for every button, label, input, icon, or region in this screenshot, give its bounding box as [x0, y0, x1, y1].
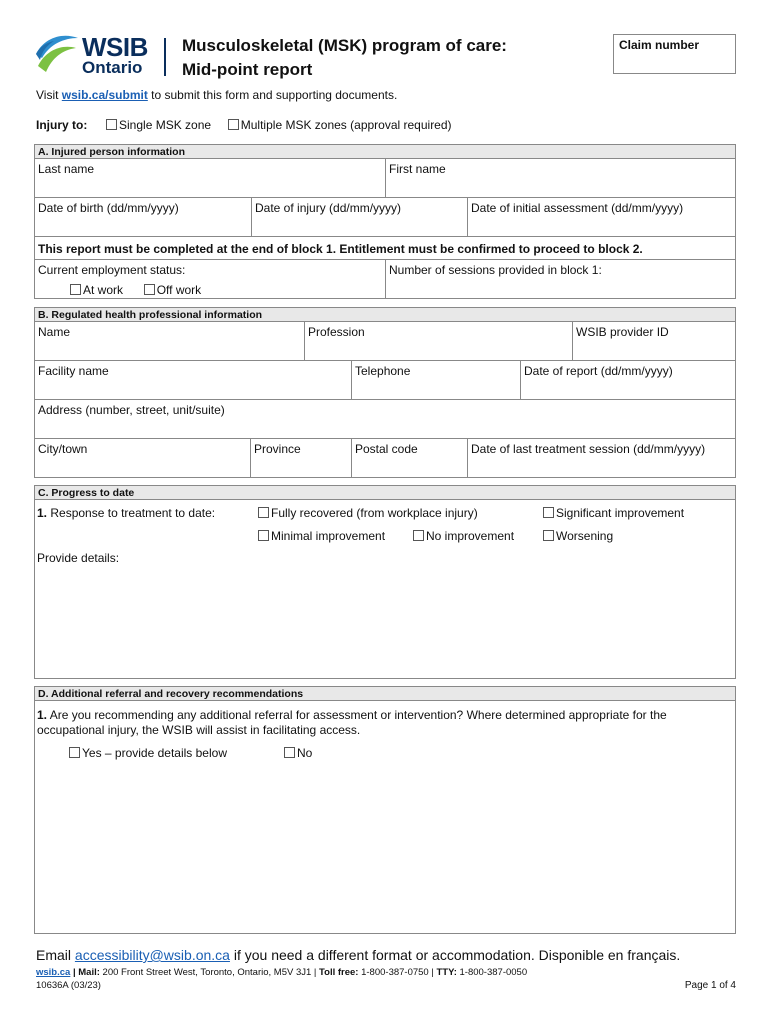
- section-a: [34, 144, 736, 299]
- response-question-text: Response to treatment to date:: [50, 506, 216, 520]
- minimal-improvement-checkbox[interactable]: [258, 530, 269, 541]
- submit-link[interactable]: wsib.ca/submit: [61, 88, 148, 102]
- wsib-site-link[interactable]: wsib.ca: [36, 967, 71, 978]
- question-number: 1.: [37, 506, 48, 520]
- multiple-msk-label: Multiple MSK zones (approval required): [240, 118, 452, 132]
- logo-main-text: WSIB: [82, 32, 148, 62]
- yes-checkbox[interactable]: [69, 747, 80, 758]
- injury-to-label: Injury to:: [36, 118, 88, 132]
- province-label: Province: [254, 442, 301, 456]
- name-label: Name: [38, 325, 71, 339]
- header-divider: [164, 38, 166, 76]
- mail-label: Mail:: [78, 967, 100, 978]
- telephone-field[interactable]: [352, 361, 521, 400]
- fully-recovered-option: [258, 506, 478, 520]
- profession-label: Profession: [308, 325, 365, 339]
- fully-recovered-checkbox[interactable]: [258, 507, 269, 518]
- section-a-heading: A. Injured person information: [35, 145, 735, 159]
- claim-number-field[interactable]: [613, 34, 736, 74]
- facility-name-field[interactable]: [35, 361, 352, 400]
- doi-label: Date of injury (dd/mm/yyyy): [255, 201, 402, 215]
- at-work-label: At work: [83, 283, 124, 297]
- provider-id-field[interactable]: [573, 322, 735, 361]
- referral-question-text: Are you recommending any additional referral for assessment or intervention? Where determined appropriate for the occupational injury, the WSIB will assist in facilitating access.: [37, 708, 667, 737]
- single-msk-label: Single MSK zone: [119, 118, 212, 132]
- section-b: [34, 307, 736, 478]
- at-work-checkbox[interactable]: [70, 284, 81, 295]
- address-label: Address (number, street, unit/suite): [38, 403, 225, 417]
- block-notice-text: This report must be completed at the end of block 1. Entitlement must be confirmed to proceed to block 2.: [38, 242, 643, 256]
- contact-separator: |: [70, 967, 79, 978]
- yes-label: Yes – provide details below: [82, 746, 227, 760]
- referral-question: [37, 708, 727, 738]
- worsening-label: Worsening: [556, 529, 614, 543]
- facility-name-label: Facility name: [38, 364, 109, 378]
- injury-to-row: [36, 118, 452, 132]
- form-id: 10636A (03/23): [36, 980, 101, 991]
- first-name-label: First name: [389, 162, 446, 176]
- last-session-label: Date of last treatment session (dd/mm/yyyy): [471, 442, 706, 456]
- email-prefix: Email: [36, 947, 75, 963]
- title-line-1: Musculoskeletal (MSK) program of care:: [182, 36, 507, 55]
- section-b-heading: B. Regulated health professional information: [35, 308, 735, 322]
- initial-assessment-field[interactable]: [468, 198, 735, 237]
- provide-details-area[interactable]: [37, 551, 733, 671]
- initial-assessment-label: Date of initial assessment (dd/mm/yyyy): [471, 201, 684, 215]
- question-number: 1.: [37, 708, 48, 722]
- telephone-label: Telephone: [355, 364, 411, 378]
- significant-improvement-label: Significant improvement: [556, 506, 685, 520]
- logo-sub-text: Ontario: [82, 58, 143, 77]
- provide-details-label: Provide details:: [37, 551, 120, 565]
- significant-improvement-checkbox[interactable]: [543, 507, 554, 518]
- no-label: No: [297, 746, 313, 760]
- name-field[interactable]: [35, 322, 305, 361]
- no-checkbox[interactable]: [284, 747, 295, 758]
- wsib-swoosh-icon: [34, 32, 80, 74]
- contact-line: [36, 967, 527, 978]
- employment-status-field: [35, 260, 386, 298]
- city-field[interactable]: [35, 439, 251, 477]
- visit-suffix: to submit this form and supporting documents.: [147, 88, 398, 102]
- first-name-field[interactable]: [386, 159, 735, 198]
- worsening-option: [543, 529, 613, 543]
- last-name-label: Last name: [38, 162, 95, 176]
- dob-field[interactable]: [35, 198, 252, 237]
- section-d-heading: D. Additional referral and recovery recommendations: [35, 687, 735, 701]
- significant-option: [543, 506, 684, 520]
- worsening-checkbox[interactable]: [543, 530, 554, 541]
- page-number: Page 1 of 4: [684, 980, 736, 991]
- provider-id-label: WSIB provider ID: [576, 325, 669, 339]
- tty-label: TTY:: [436, 967, 457, 978]
- postal-code-label: Postal code: [355, 442, 418, 456]
- referral-details-area[interactable]: [37, 767, 733, 929]
- visit-prefix: Visit: [36, 88, 62, 102]
- province-field[interactable]: [251, 439, 352, 477]
- claim-number-label: Claim number: [619, 38, 700, 52]
- no-improvement-label: No improvement: [426, 529, 515, 543]
- section-d: [34, 686, 736, 934]
- no-option: [284, 746, 312, 760]
- no-improvement-option: [413, 529, 514, 543]
- single-msk-checkbox[interactable]: [106, 119, 117, 130]
- page-title: [182, 34, 507, 82]
- title-line-2: Mid-point report: [182, 60, 313, 79]
- date-of-report-label: Date of report (dd/mm/yyyy): [524, 364, 673, 378]
- last-name-field[interactable]: [35, 159, 386, 198]
- fully-recovered-label: Fully recovered (from workplace injury): [271, 506, 478, 520]
- toll-free-number: 1-800-387-0750 |: [358, 967, 437, 978]
- sessions-label: Number of sessions provided in block 1:: [389, 263, 602, 277]
- dob-label: Date of birth (dd/mm/yyyy): [38, 201, 179, 215]
- last-session-field[interactable]: [468, 439, 735, 477]
- doi-field[interactable]: [252, 198, 468, 237]
- minimal-improvement-label: Minimal improvement: [271, 529, 386, 543]
- off-work-checkbox[interactable]: [144, 284, 155, 295]
- yes-option: [69, 746, 227, 760]
- sessions-field[interactable]: [386, 260, 735, 298]
- address-field[interactable]: [35, 400, 735, 439]
- section-c: [34, 485, 736, 679]
- section-c-heading: C. Progress to date: [35, 486, 735, 500]
- date-of-report-field[interactable]: [521, 361, 735, 400]
- postal-code-field[interactable]: [352, 439, 468, 477]
- visit-line: [36, 88, 397, 102]
- wsib-logo: [34, 32, 154, 78]
- accessibility-email-link[interactable]: accessibility@wsib.on.ca: [74, 947, 230, 963]
- no-improvement-checkbox[interactable]: [413, 530, 424, 541]
- block-notice: [35, 237, 735, 260]
- mail-address: 200 Front Street West, Toronto, Ontario, M5V 3J1 |: [99, 967, 320, 978]
- off-work-label: Off work: [156, 283, 202, 297]
- response-question: [37, 506, 215, 520]
- minimal-option: [258, 529, 385, 543]
- profession-field[interactable]: [305, 322, 573, 361]
- email-suffix: if you need a different format or accommodation. Disponible en français.: [229, 947, 681, 963]
- accessibility-line: [36, 947, 680, 963]
- city-label: City/town: [38, 442, 88, 456]
- multiple-msk-checkbox[interactable]: [228, 119, 239, 130]
- employment-status-label: Current employment status:: [38, 263, 186, 277]
- tty-number: 1-800-387-0050: [456, 967, 528, 978]
- toll-free-label: Toll free:: [319, 967, 359, 978]
